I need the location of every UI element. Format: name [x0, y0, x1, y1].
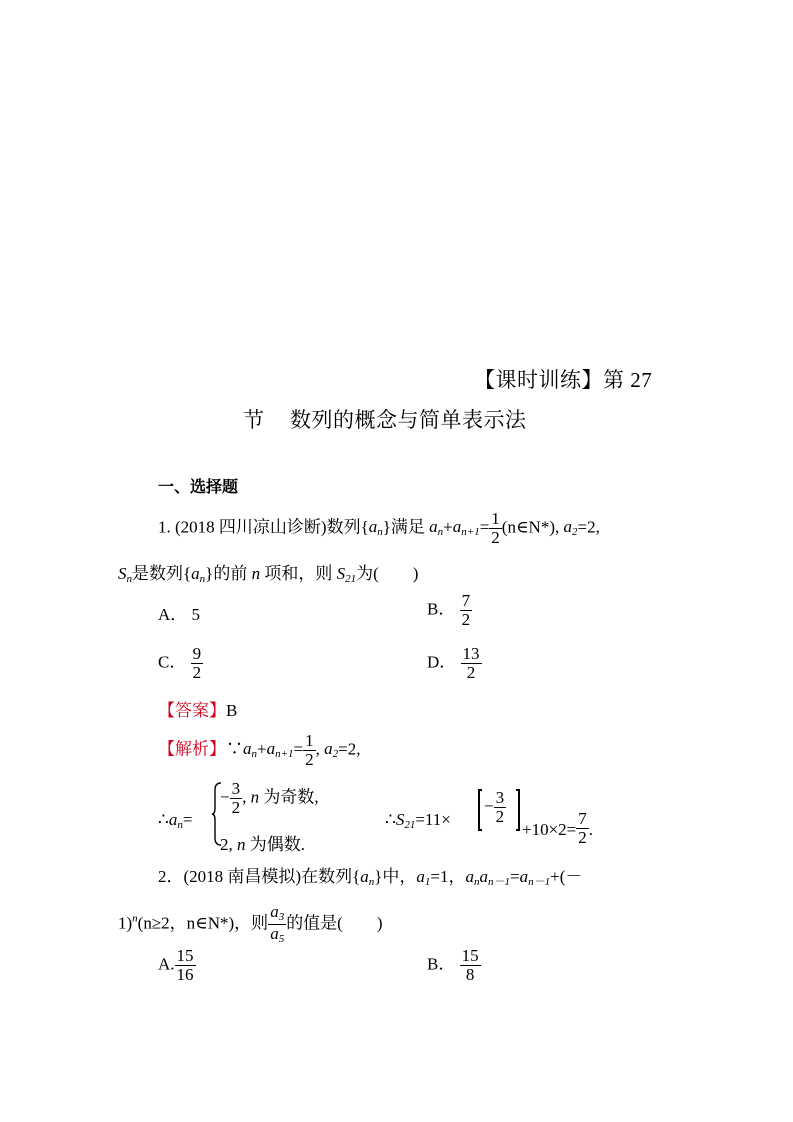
sum-inner: − $\frac{3}{2}$ [484, 788, 505, 826]
q1-text: 数列{ [326, 517, 369, 537]
term-sn: $S_n$ [118, 564, 132, 585]
seq-a: $a_n$ [191, 564, 206, 585]
question-number: 1. [158, 517, 171, 537]
q1-text: 为( ) [356, 564, 419, 583]
option-a[interactable]: A. $\frac{15}{16}$ [158, 946, 194, 984]
question-source: (2018 四川凉山诊断) [175, 517, 327, 537]
term-s21: $S_{21}$ [336, 564, 357, 585]
sum-line: $\therefore S_{21}=11\times$ [385, 810, 451, 831]
analysis-label: 【解析】 [158, 739, 226, 759]
fraction: $\frac{1}{2}$ [491, 509, 500, 547]
piecewise-lead: $\therefore a_n=$ [158, 810, 193, 831]
q1-text: =2, [577, 517, 600, 537]
term-a2: $a_2$ [563, 517, 578, 539]
option-a[interactable]: A． 5 [158, 605, 201, 624]
option-b[interactable]: B． $\frac{15}{8}$ [427, 946, 479, 984]
question-2-line-2: 1)$^n$(n≥2，n∈N*)，则 $\frac{a_3}{a_5}$ 的值是( ) [118, 902, 383, 945]
title-line-2-prefix: 节 [243, 408, 265, 432]
option-b[interactable]: B． $\frac{7}{2}$ [427, 591, 471, 629]
q1-text: }的前 [205, 564, 248, 583]
piece-case-1: − $\frac{3}{2}$ , n 为奇数, [220, 779, 319, 817]
question-1-line-2: $S_n$是数列$\{a_n\}$的前 n 项和，则 $S_{21}$为( ) [118, 564, 419, 585]
piece-case-2: 2, n 为偶数. [220, 835, 305, 854]
q1-text: 是数列{ [132, 564, 192, 583]
analysis-line: 【解析】$\because a_n+a_{n+1}=$ $\frac{1}{2}$ , $a_2=2$, [158, 731, 361, 769]
q1-text: }满足 [382, 517, 425, 537]
answer-label: 【答案】 [158, 701, 226, 720]
answer-line [158, 696, 237, 721]
q1-text: 项和，则 [264, 564, 333, 583]
term-an1: $a_{n+1}$ [452, 517, 480, 539]
question-2-line-1: 2．(2018 南昌模拟)在数列$\{a_n\}$中，$a_1=1$，$a_na_{n-1}=a_{n-1}+(-$ [158, 867, 583, 888]
option-d[interactable]: D． $\frac{13}{2}$ [427, 644, 480, 682]
option-c[interactable]: C． $\frac{9}{2}$ [158, 644, 202, 682]
op: = [479, 517, 490, 537]
question-1-line-1: 1. (2018 四川凉山诊断)数列$\{a_n\}$满足 $a_n+a_{n+1}=$ $\frac{1}{2}$ (n∈N*), $a_2=2$, [158, 509, 600, 547]
answer-value: B [226, 701, 238, 720]
question-number: 2． [158, 867, 184, 886]
term-an: $a_n$ [429, 517, 444, 539]
title-line-1: 【课时训练】第 27 [474, 368, 653, 392]
op: + [443, 517, 453, 537]
seq-a: $a_n$ [368, 517, 383, 539]
section-heading: 一、选择题 [158, 477, 239, 496]
title-line-2: 数列的概念与简单表示法 [290, 408, 527, 432]
question-source: (2018 南昌模拟) [183, 867, 302, 886]
condition: (n∈N*) [501, 517, 555, 537]
sum-tail: +10×2= $\frac{7}{2}$ . [522, 809, 594, 847]
